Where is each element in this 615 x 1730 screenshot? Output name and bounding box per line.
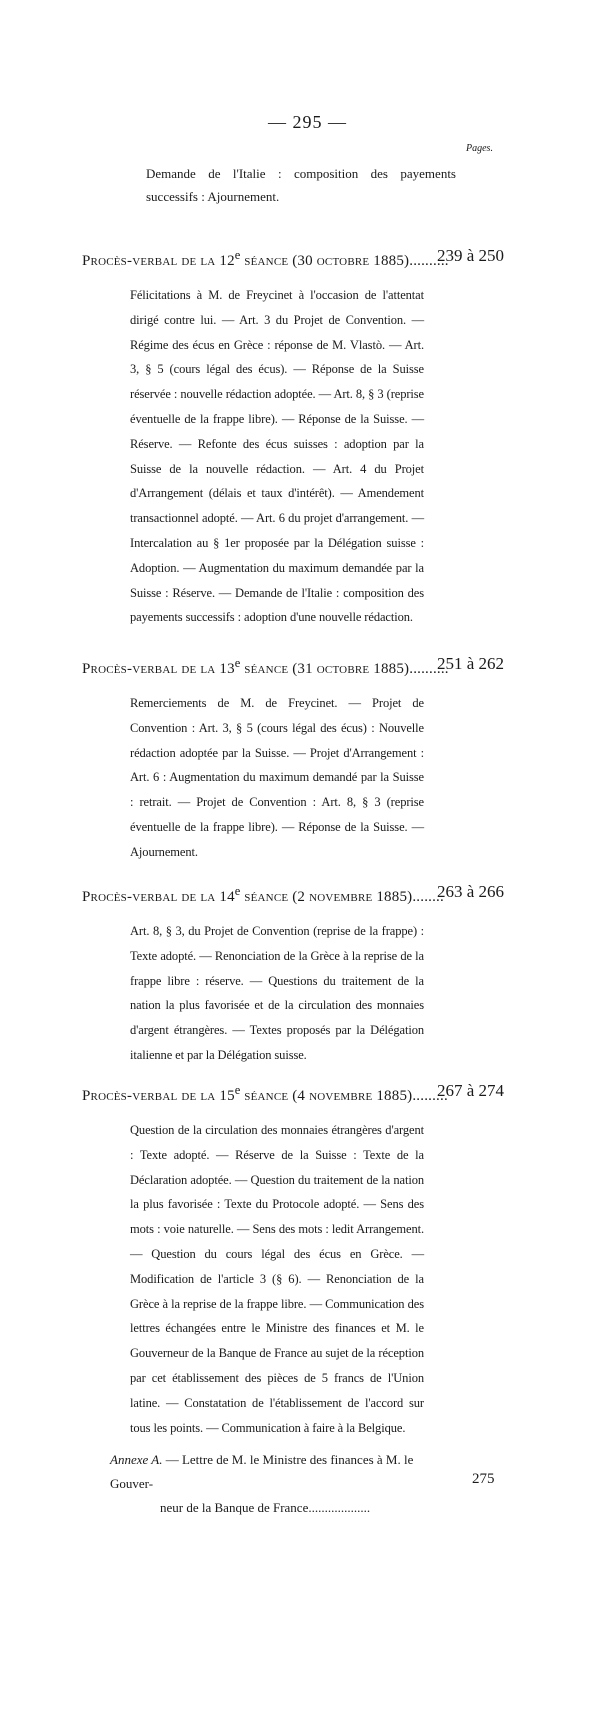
entry-heading [82,656,504,682]
entry-summary: Félicitations à M. de Freycinet à l'occasion de l'attentat dirigé contre lui. — Art. 3 du Projet de Convention. — Régime des écus en Grèce : réponse de M. Vlastò. — Art. 3, § 5 (cours légal des écus). — Réponse de la Suisse réservée : nouvelle rédaction adoptée. — Art. 8, § 3 (reprise éventuelle de la frappe libre). — Réponse de la Suisse. — Réserve. — Refonte des écus suisses : adoption par la Suisse de la nouvelle rédaction. — Art. 4 du Projet d'Arrangement (délais et taux d'intérêt). — Amendement transactionnel adopté. — Art. 6 du projet d'arrangement. — Intercalation au § 1er proposée par la Délégation suisse : Adoption. — Augmentation du maximum demandée par la Suisse : Réserve. — Demande de l'Italie : composition des payements successifs : adoption d'une nouvelle rédaction. [130,288,424,625]
page-number: — 295 — [268,112,347,132]
annex-entry [110,1448,425,1520]
annex-text-line2: neur de la Banque de France................... [160,1500,371,1515]
entry-title: Procès-verbal de la 12e séance (30 octobre 1885).......... [82,248,449,269]
entry-title: Procès-verbal de la 13e séance (31 octobre 1885).......... [82,656,449,677]
annex-pages: 275 [472,1471,495,1487]
entry-heading [82,248,504,274]
entry-title: Procès-verbal de la 14e séance (2 novembre 1885)........ [82,884,444,905]
entry-heading [82,884,504,910]
pages-column-label: Pages. [466,143,493,154]
entry-pages: 239 à 250 [436,246,504,265]
continuation-text: Demande de l'Italie : composition des payements successifs : Ajournement. [146,166,456,204]
entry-summary: Remerciements de M. de Freycinet. — Projet de Convention : Art. 3, § 5 (cours légal des écus) : Nouvelle rédaction adoptée par la Suisse. — Projet d'Arrangement : Art. 6 : Augmentation du maximum demandé par la Suisse : retrait. — Projet de Convention : Art. 8, § 3 (reprise éventuelle de la frappe libre). — Réponse de la Suisse. — Ajournement. [130,696,424,859]
entry-title: Procès-verbal de la 15e séance (4 novembre 1885)......... [82,1083,448,1104]
annex-label: Annexe A. [110,1452,163,1467]
entry-pages: 267 à 274 [436,1081,504,1100]
entry-heading [82,1083,504,1109]
entry-summary: Question de la circulation des monnaies étrangères d'argent : Texte adopté. — Réserve de la Suisse : Texte de la Déclaration adoptée. — Question du traitement de la nation la plus favorisée : Texte du Protocole adopté. — Sens des mots : voie naturelle. — Sens des mots : ledit Arrangement. — Question du cours légal des écus en Grèce. — Modification de l'article 3 (§ 6). — Renonciation de la Grèce à la reprise de la frappe libre. — Communication des lettres échangées entre le Ministre des finances et M. le Gouverneur de la Banque de France au sujet de la réception par cet établissement des pièces de 5 francs de l'Union latine. — Constatation de l'établissement de l'accord sur tous les points. — Communication à faire à la Belgique. [130,1123,424,1435]
annex-text-line1: — Lettre de M. le Ministre des finances à M. le Gouver- [110,1452,414,1491]
entry-summary: Art. 8, § 3, du Projet de Convention (reprise de la frappe) : Texte adopté. — Renonciation de la Grèce à la reprise de la frappe libre : réserve. — Questions du traitement de la nation la plus favorisée et de la circulation des monnaies d'argent étrangères. — Textes proposés par la Délégation italienne et par la Délégation suisse. [130,924,424,1062]
entry-pages: 263 à 266 [436,882,504,901]
entry-pages: 251 à 262 [436,654,504,673]
